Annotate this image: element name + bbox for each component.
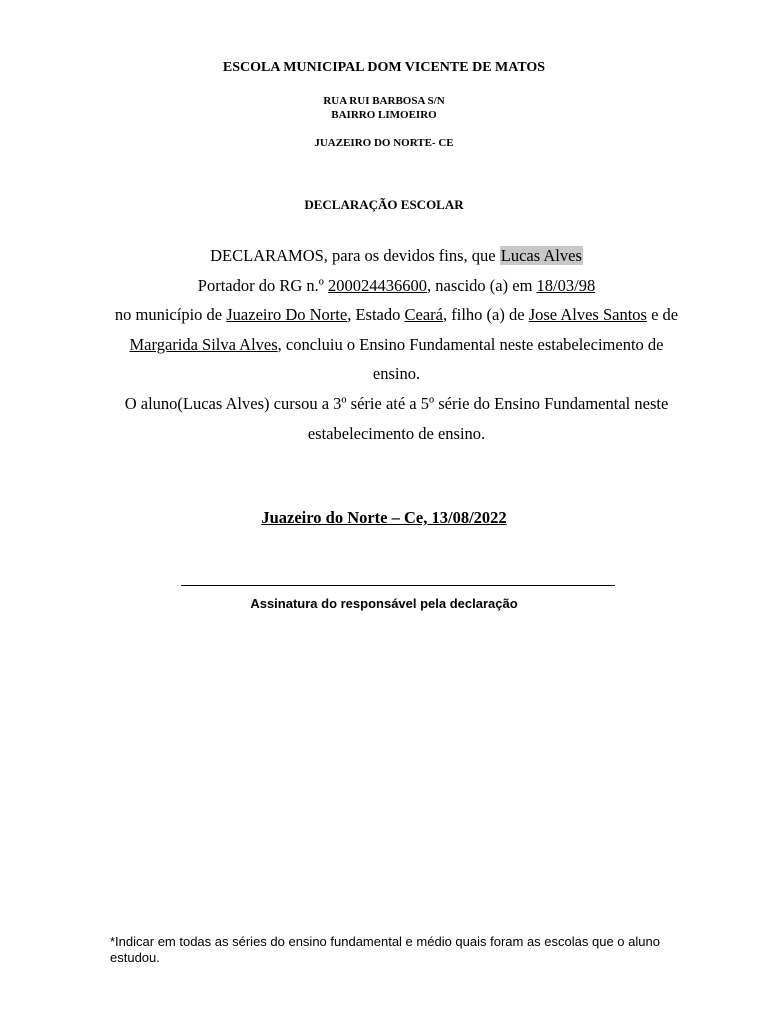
- father-prefix: , filho (a) de: [443, 305, 529, 325]
- intro-text: DECLARAMOS, para os devidos fins, que: [210, 246, 500, 265]
- completion-text: , concluiu o Ensino Fundamental neste estabelecimento de ensino.: [277, 334, 664, 384]
- footnote: *Indicar em todas as séries do ensino fundamental e médio quais foram as escolas que o aluno estudou.: [110, 934, 660, 965]
- state-prefix: , Estado: [347, 305, 405, 325]
- state: Ceará: [404, 305, 443, 325]
- born-text: , nascido (a) em: [427, 275, 537, 295]
- student-name: Lucas Alves: [500, 246, 582, 265]
- street-line: RUA RUI BARBOSA S/N: [323, 95, 445, 107]
- rg-number: 200024436600: [328, 275, 428, 295]
- municipality: Juazeiro Do Norte: [226, 305, 348, 325]
- signature-caption: Assinatura do responsável pela declaração: [250, 596, 518, 611]
- document-title: DECLARAÇÃO ESCOLAR: [304, 197, 464, 212]
- mother-name: Margarida Silva Alves: [129, 334, 278, 354]
- neighborhood-line: BAIRRO LIMOEIRO: [331, 109, 437, 121]
- municipality-prefix: no município de: [114, 305, 227, 325]
- signature-line: [181, 585, 615, 586]
- birth-date: 18/03/98: [536, 275, 596, 295]
- school-city: JUAZEIRO DO NORTE- CE: [314, 137, 454, 149]
- declaration-paragraph: [104, 241, 689, 389]
- declaration-body: [104, 241, 689, 448]
- rg-prefix: Portador do RG n.º: [197, 275, 329, 295]
- and-text: e de: [646, 305, 679, 325]
- school-address: [0, 94, 768, 122]
- place-and-date: Juazeiro do Norte – Ce, 13/08/2022: [261, 508, 507, 527]
- school-name: ESCOLA MUNICIPAL DOM VICENTE DE MATOS: [222, 60, 546, 75]
- father-name: Jose Alves Santos: [528, 305, 647, 325]
- studied-paragraph: O aluno(Lucas Alves) cursou a 3º série até a 5º série do Ensino Fundamental neste estabelecimento de ensino.: [124, 393, 669, 443]
